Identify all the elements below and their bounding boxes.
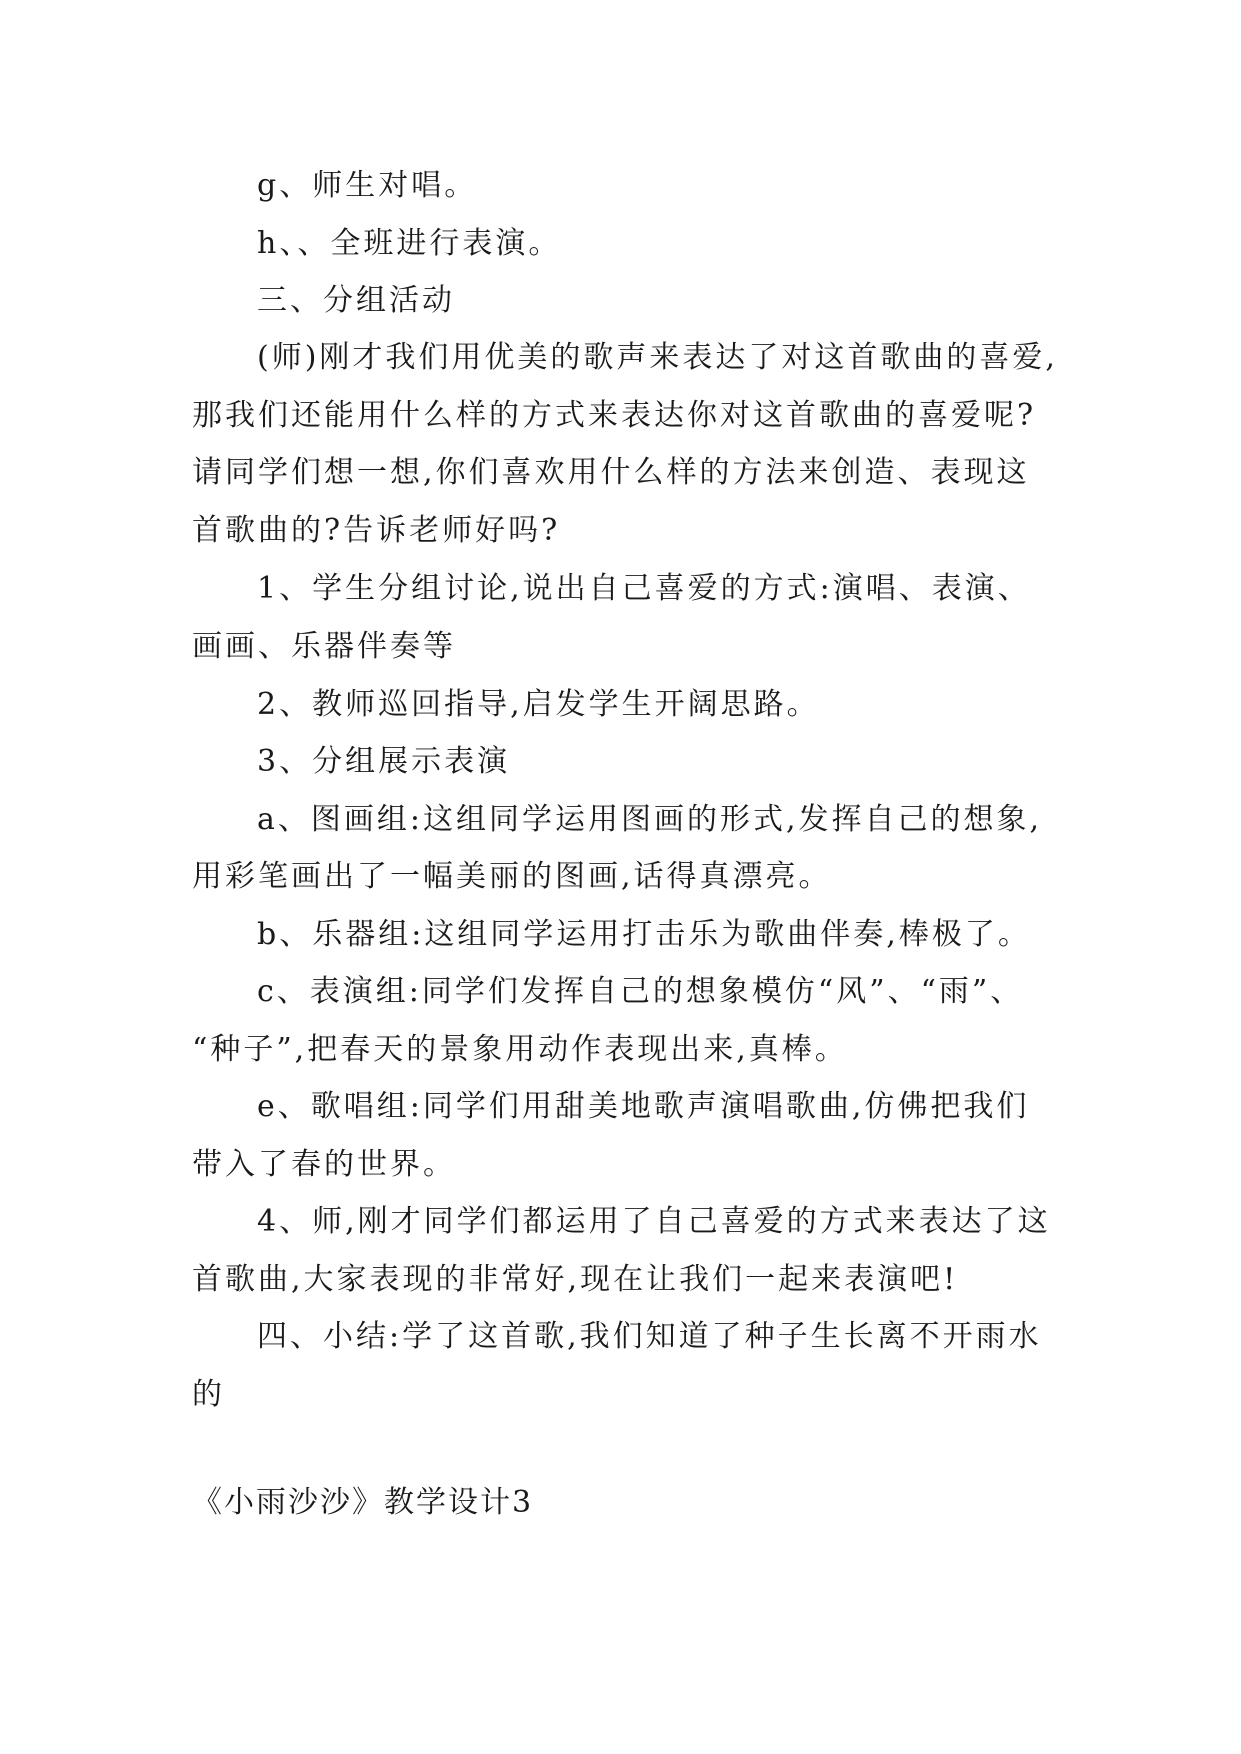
paragraph-line: e、歌唱组:同学们用甜美地歌声演唱歌曲,仿佛把我们 [257, 1089, 1030, 1124]
section-heading: 三、分组活动 [257, 283, 455, 318]
paragraph-line: “种子”,把春天的景象用动作表现出来,真棒。 [192, 1032, 848, 1067]
paragraph-line: 用彩笔画出了一幅美丽的图画,话得真漂亮。 [192, 859, 832, 894]
paragraph-line: c、表演组:同学们发挥自己的想象模仿“风”、“雨”、 [257, 974, 1024, 1009]
paragraph-line: 带入了春的世界。 [192, 1147, 456, 1182]
paragraph-line: 4、师,刚才同学们都运用了自己喜爱的方式来表达了这 [257, 1204, 1051, 1239]
section-title: 《小雨沙沙》教学设计3 [192, 1485, 534, 1520]
paragraph-line: 四、小结:学了这首歌,我们知道了种子生长离不开雨水 [257, 1319, 1042, 1354]
paragraph-line: 请同学们想一想,你们喜欢用什么样的方法来创造、表现这 [192, 455, 1030, 490]
paragraph-line: 那我们还能用什么样的方式来表达你对这首歌曲的喜爱呢? [192, 398, 1037, 433]
paragraph-line: 首歌曲的?告诉老师好吗? [192, 513, 561, 548]
paragraph-line: 首歌曲,大家表现的非常好,现在让我们一起来表演吧! [192, 1262, 959, 1297]
paragraph-line: 1、学生分组讨论,说出自己喜爱的方式:演唱、表演、 [257, 571, 1031, 606]
paragraph-line: 3、分组展示表演 [257, 744, 511, 779]
paragraph-line: 2、教师巡回指导,启发学生开阔思路。 [257, 687, 820, 722]
paragraph-line: h、、全班进行表演。 [257, 226, 562, 261]
paragraph-line: (师)刚才我们用优美的歌声来表达了对这首歌曲的喜爱, [257, 340, 1058, 375]
paragraph-line: 画画、乐器伴奏等 [192, 629, 456, 664]
paragraph-line: a、图画组:这组同学运用图画的形式,发挥自己的想象, [257, 802, 1043, 837]
paragraph-line: 的 [192, 1377, 225, 1412]
paragraph-line: b、乐器组:这组同学运用打击乐为歌曲伴奏,棒极了。 [257, 917, 1031, 952]
paragraph-line: g、师生对唱。 [257, 168, 478, 203]
